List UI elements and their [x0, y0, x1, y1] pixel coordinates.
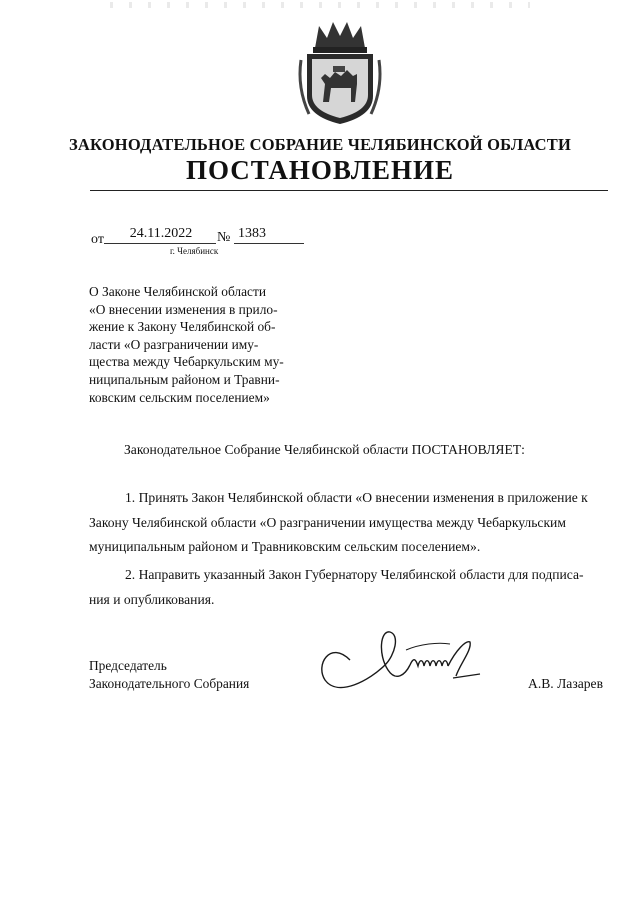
organization-title: ЗАКОНОДАТЕЛЬНОЕ СОБРАНИЕ ЧЕЛЯБИНСКОЙ ОБЛАСТИ	[68, 135, 572, 154]
subject-line: жение к Закону Челябинской об-	[89, 319, 276, 335]
item-line: муниципальным районом и Травниковским сельским поселением».	[89, 539, 481, 555]
date-prefix: от	[91, 232, 104, 247]
document-type: ПОСТАНОВЛЕНИЕ	[185, 155, 455, 185]
number-underline	[234, 243, 304, 244]
subject-line: щества между Чебаркульским му-	[89, 354, 284, 370]
signer-name: А.В. Лазарев	[528, 676, 603, 691]
date-underline	[104, 243, 216, 244]
handwritten-signature-icon	[310, 620, 510, 700]
scan-artifact	[110, 2, 530, 8]
position-line: Законодательного Собрания	[89, 676, 250, 691]
position-line: Председатель	[89, 658, 167, 673]
document-date: 24.11.2022	[129, 226, 193, 241]
subject-line: ковским сельским поселением»	[89, 389, 270, 405]
item-line: 2. Направить указанный Закон Губернатору Челябинской области для подписа-	[125, 567, 584, 582]
subject-line: ниципальным районом и Травни-	[89, 371, 280, 387]
subject-line: О Законе Челябинской области	[89, 284, 267, 299]
header-divider	[90, 190, 608, 191]
item-line: 1. Принять Закон Челябинской области «О внесении изменения в приложение к	[125, 490, 588, 505]
item-line: Закону Челябинской области «О разграничении имущества между Чебаркульским	[89, 514, 566, 530]
number-sign: №	[217, 230, 231, 245]
resolution-item-2	[89, 563, 609, 612]
document-subject	[89, 283, 298, 406]
document-city: г. Челябинск	[170, 246, 219, 256]
subject-line: ласти «О разграничении иму-	[89, 336, 259, 352]
item-line: ния и опубликования.	[89, 591, 215, 607]
chelyabinsk-coat-of-arms-icon	[295, 18, 385, 128]
signatory-position	[89, 657, 249, 693]
resolution-item-1	[89, 486, 609, 560]
decree-statement: Законодательное Собрание Челябинской области ПОСТАНОВЛЯЕТ:	[124, 442, 525, 457]
subject-line: «О внесении изменения в прило-	[89, 301, 278, 317]
document-number: 1383	[238, 226, 266, 241]
